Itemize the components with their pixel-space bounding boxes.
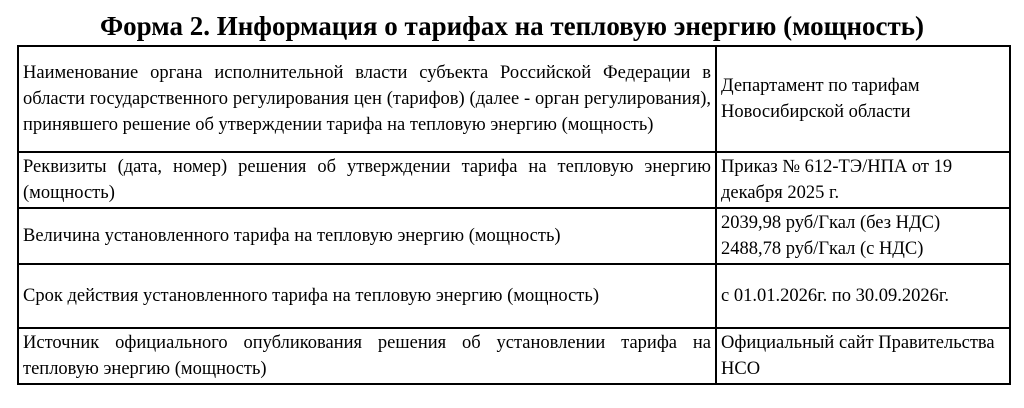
- regulator-label-cell: Наименование органа исполнительной власти субъекта Российской Федерации в области государственного регулирования цен (тарифов) (далее - орган регулирования), принявшего решение об утверждении тарифа на тепловую энергию (мощность): [18, 46, 716, 152]
- page-title: Форма 2. Информация о тарифах на тепловую энергию (мощность): [99, 11, 925, 41]
- decision-details-value-cell: Приказ № 612-ТЭ/НПА от 19 декабря 2025 г.: [716, 152, 1010, 208]
- table-row: [18, 328, 1010, 384]
- tariff-with-vat: 2488,78 руб/Гкал (с НДС): [721, 239, 924, 259]
- table-row: [18, 264, 1010, 328]
- regulator-value-cell: Департамент по тарифам Новосибирской области: [716, 46, 1010, 152]
- tariff-amount-label-cell: Величина установленного тарифа на тепловую энергию (мощность): [18, 208, 716, 264]
- publication-source-label-cell: Источник официального опубликования решения об установлении тарифа на тепловую энергию (мощность): [18, 328, 716, 384]
- table-row: [18, 152, 1010, 208]
- tariff-amount-value-cell: [716, 208, 1010, 264]
- decision-details-label-cell: Реквизиты (дата, номер) решения об утверждении тарифа на тепловую энергию (мощность): [18, 152, 716, 208]
- tariff-info-table: [17, 45, 1011, 385]
- validity-period-value-cell: с 01.01.2026г. по 30.09.2026г.: [716, 264, 1010, 328]
- tariff-without-vat: 2039,98 руб/Гкал (без НДС): [721, 213, 941, 233]
- validity-period-label-cell: Срок действия установленного тарифа на тепловую энергию (мощность): [18, 264, 716, 328]
- publication-source-value-cell: Официальный сайт Правительства НСО: [716, 328, 1010, 384]
- table-row: [18, 208, 1010, 264]
- table-row: [18, 46, 1010, 152]
